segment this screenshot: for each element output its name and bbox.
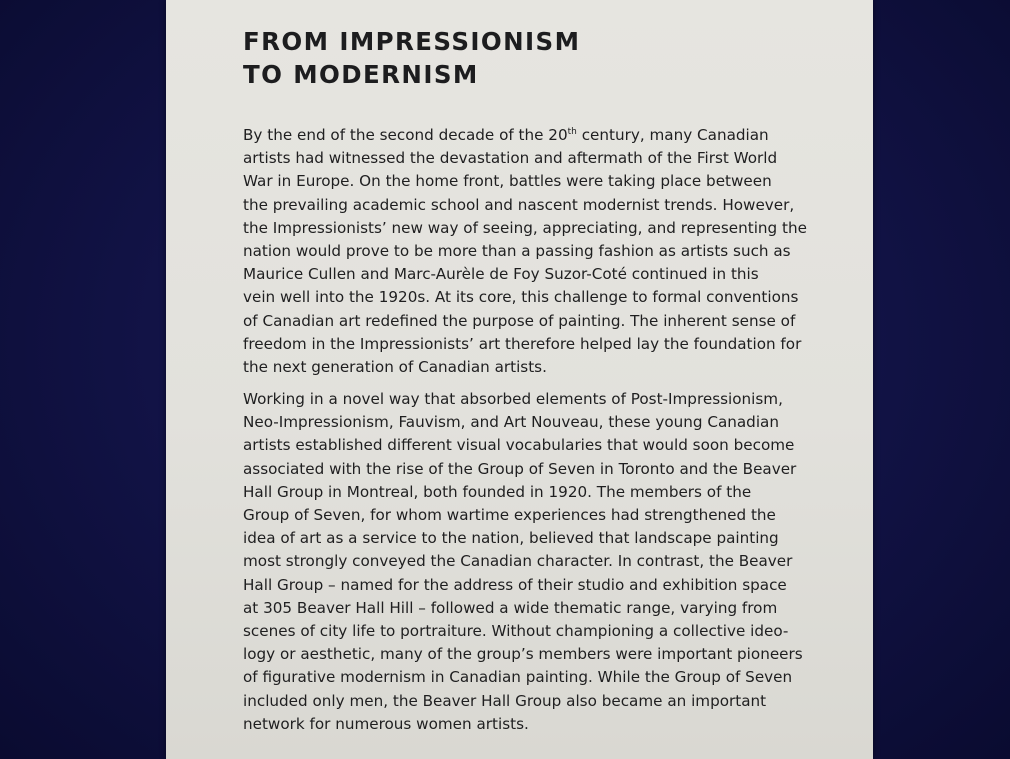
paragraph-line: logy or aesthetic, many of the group’s members were important pioneers <box>243 645 803 664</box>
paragraph-line: nation would prove to be more than a passing fashion as artists such as <box>243 241 791 260</box>
paragraph-line: included only men, the Beaver Hall Group also became an important <box>243 691 767 710</box>
paragraph-line: Hall Group – named for the address of their studio and exhibition space <box>243 575 787 594</box>
paragraph-line: Group of Seven, for whom wartime experiences had strengthened the <box>243 506 776 524</box>
paragraph-line: the next generation of Canadian artists. <box>243 357 547 376</box>
paragraph-line: network for numerous women artists. <box>243 714 529 733</box>
paragraph-1 <box>243 124 807 379</box>
paragraph-line: of figurative modernism in Canadian painting. While the Group of Seven <box>243 668 793 687</box>
panel-title-line: TO MODERNISM <box>243 60 479 89</box>
paragraph-line: freedom in the Impressionists’ art therefore helped lay the foundation for <box>243 334 802 353</box>
paragraph-line: Neo-Impressionism, Fauvism, and Art Nouveau, these young Canadian <box>243 413 779 432</box>
paragraph-line: associated with the rise of the Group of Seven in Toronto and the Beaver <box>243 459 797 478</box>
paragraph-line: By the end of the second decade of the 20th century, many Canadian <box>243 126 769 144</box>
paragraph-line: idea of art as a service to the nation, believed that landscape painting <box>243 529 779 548</box>
paragraph-line: Hall Group in Montreal, both founded in 1920. The members of the <box>243 482 752 501</box>
paragraph-line: Maurice Cullen and Marc-Aurèle de Foy Suzor-Coté continued in this <box>243 265 759 284</box>
paragraph-line: most strongly conveyed the Canadian character. In contrast, the Beaver <box>243 552 793 571</box>
paragraph-2 <box>243 388 803 736</box>
panel-body <box>243 124 807 736</box>
paragraph-line: War in Europe. On the home front, battles were taking place between <box>243 172 772 191</box>
paragraph-line: of Canadian art redefined the purpose of painting. The inherent sense of <box>243 311 796 330</box>
paragraph-line: vein well into the 1920s. At its core, this challenge to formal conventions <box>243 288 799 307</box>
paragraph-line: the Impressionists’ new way of seeing, appreciating, and representing the <box>243 218 807 237</box>
wall-text-panel <box>166 0 873 759</box>
panel-title <box>243 25 580 91</box>
paragraph-line: artists had witnessed the devastation and aftermath of the First World <box>243 149 778 168</box>
paragraph-line: Working in a novel way that absorbed elements of Post-Impressionism, <box>243 390 783 409</box>
panel-title-line: FROM IMPRESSIONISM <box>243 27 581 56</box>
paragraph-line: the prevailing academic school and nascent modernist trends. However, <box>243 195 795 214</box>
paragraph-line: artists established different visual vocabularies that would soon become <box>243 436 795 455</box>
paragraph-line: scenes of city life to portraiture. Without championing a collective ideo- <box>243 621 789 640</box>
paragraph-line: at 305 Beaver Hall Hill – followed a wide thematic range, varying from <box>243 598 778 617</box>
